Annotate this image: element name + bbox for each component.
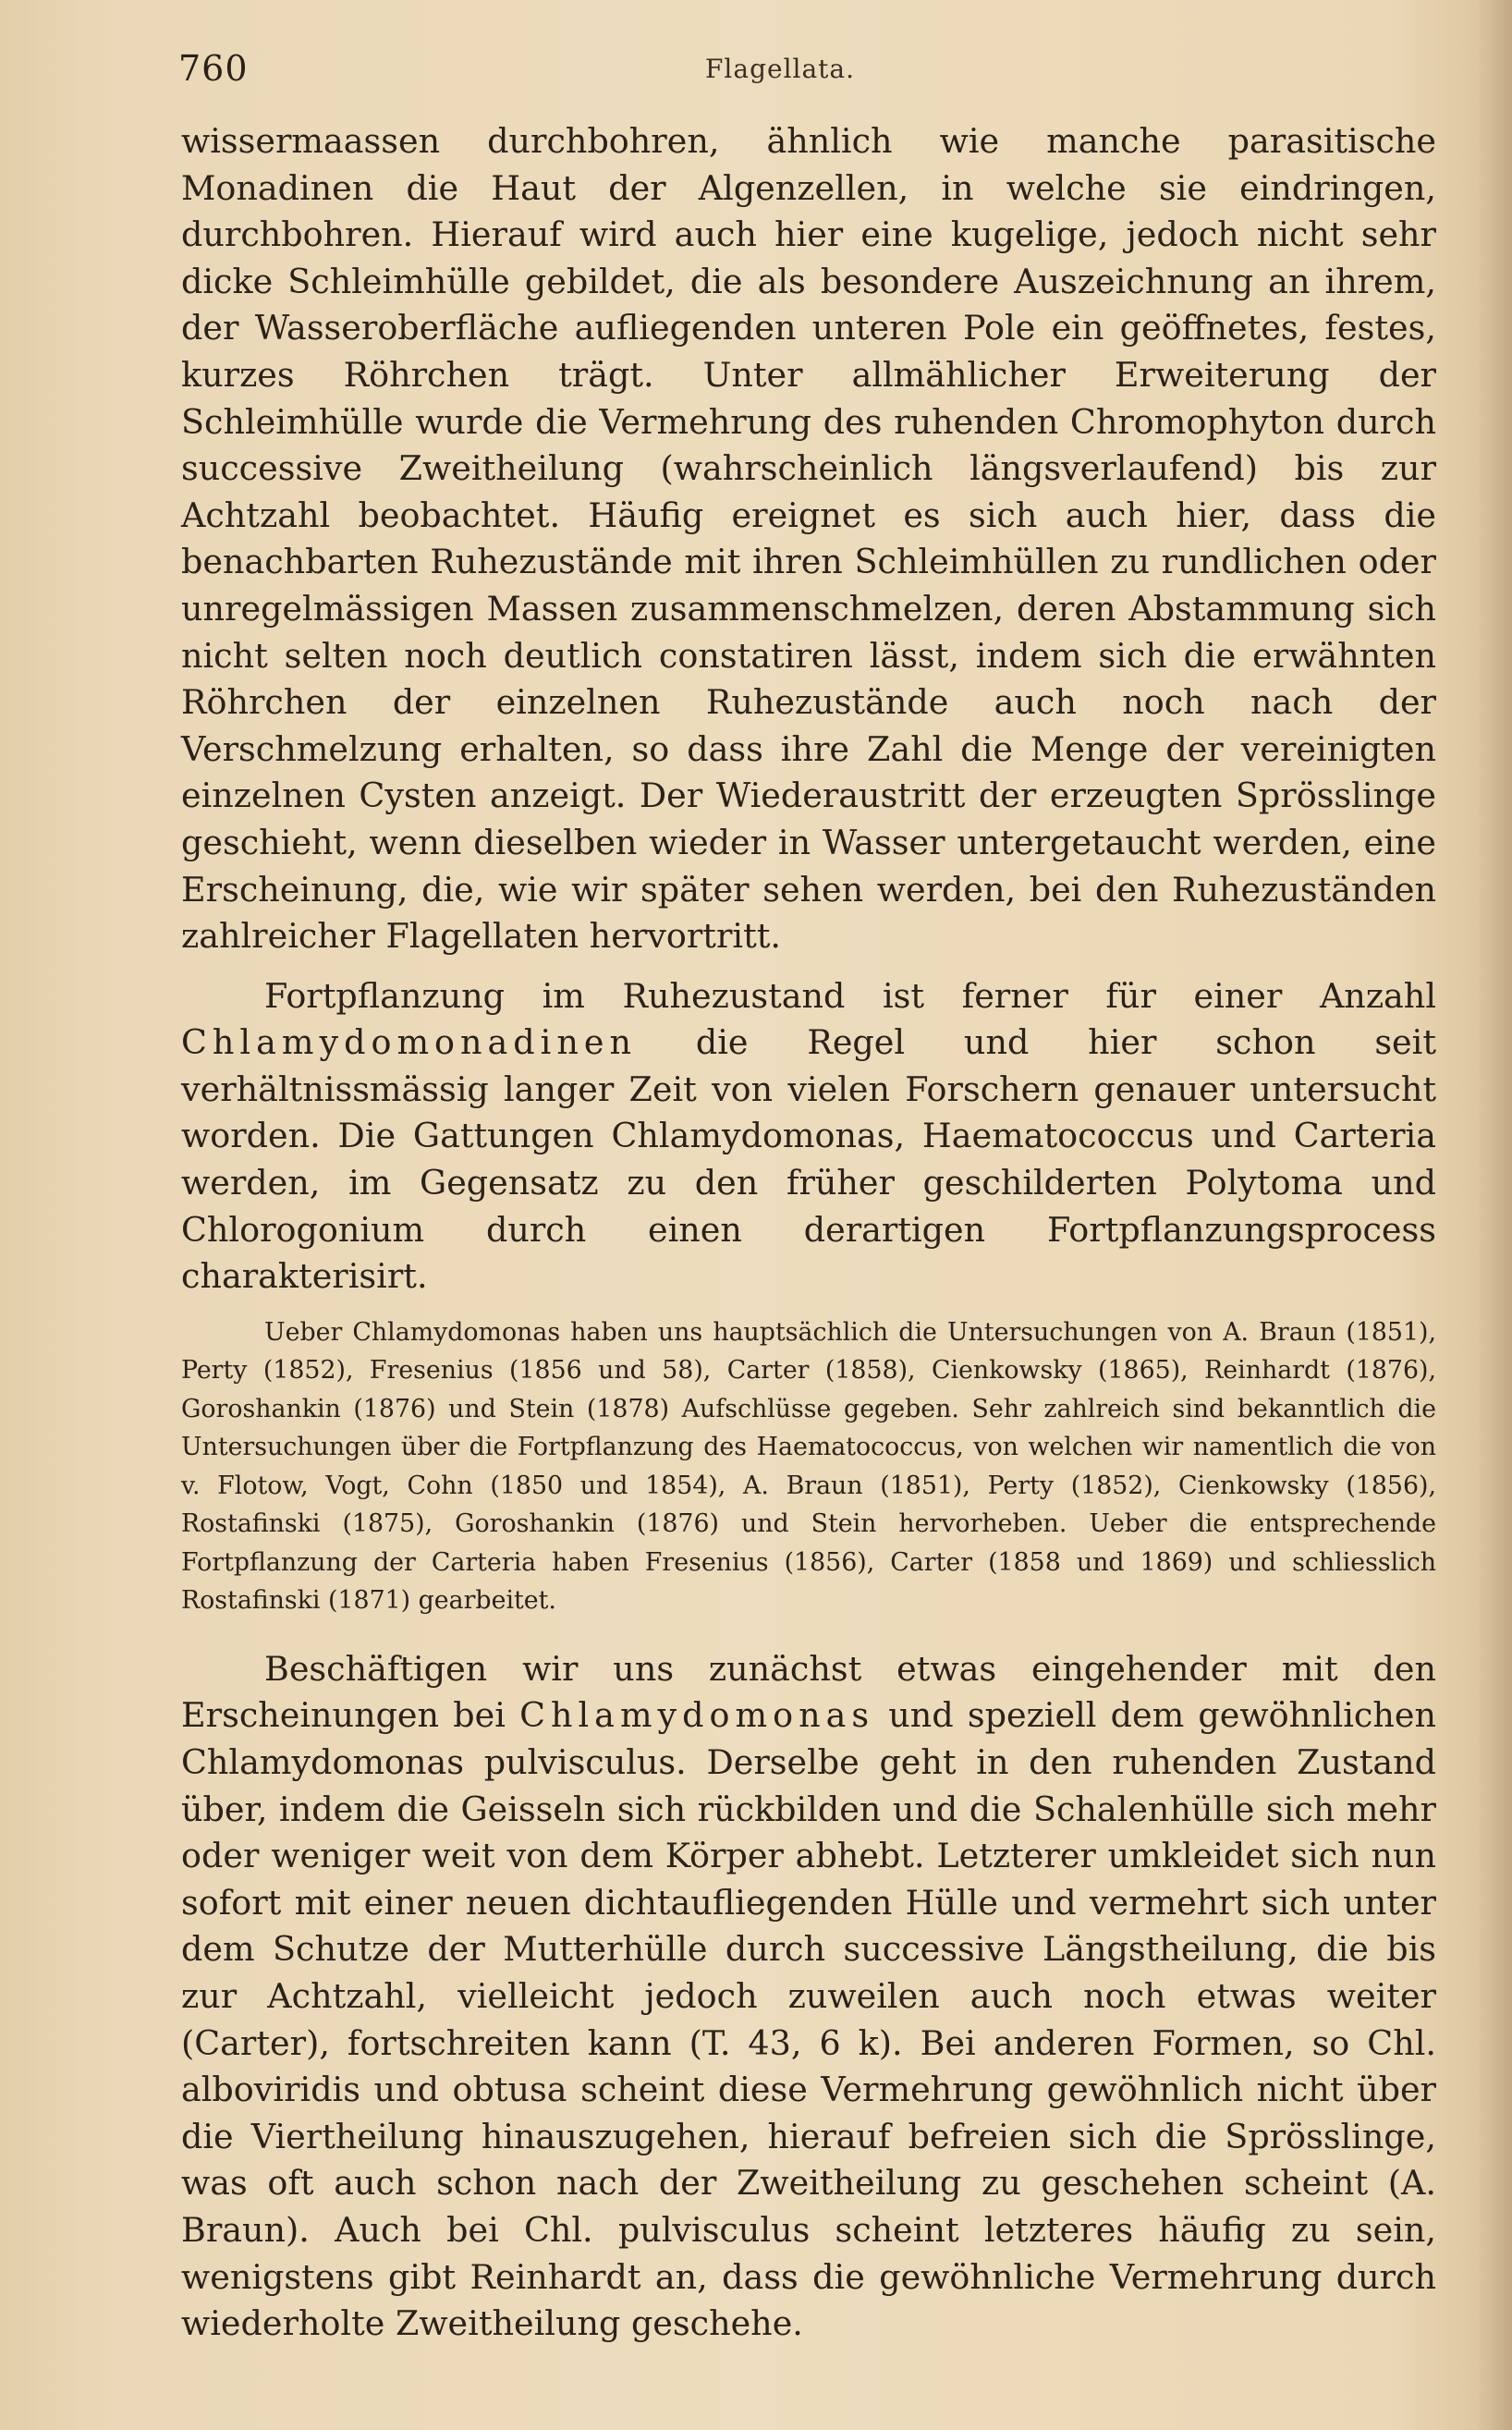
paragraph-2-part-b: die Regel und hier schon seit verhältnissmässig langer Zeit von vielen Forschern genauer untersucht worden. Die Gattungen Chlamydomonas, Haematococcus und Carteria werden, im Gegensatz zu den früher geschilderten Polytoma und Chlorogonium durch einen derartigen Fortpflanzungsprocess charakterisirt. — [181, 1022, 1436, 1297]
running-head: Flagellata. — [705, 54, 856, 84]
literature-note: Ueber Chlamydomonas haben uns hauptsächlich die Untersuchungen von A. Braun (1851), Perty (1852), Fresenius (1856 und 58), Carter (1858), Cienkowsky (1865), Reinhardt (1876), Goroshankin (1876) und Stein (1878) Aufschlüsse gegeben. Sehr zahlreich sind bekanntlich die Untersuchungen über die Fortpflanzung des Haematococcus, von welchen wir namentlich die von v. Flotow, Vogt, Cohn (1850 und 1854), A. Braun (1851), Perty (1852), Cienkowsky (1856), Rostafinski (1875), Goroshankin (1876) und Stein hervorheben. Ueber die entsprechende Fortpflanzung der Carteria haben Fresenius (1856), Carter (1858 und 1869) und schliesslich Rostafinski (1871) gearbeitet. — [181, 1317, 1436, 1616]
paragraph-3 — [181, 1646, 1436, 2348]
paragraph-gap — [181, 1620, 1436, 1646]
paragraph-3-spaced-term: Chlamydomonas — [519, 1695, 875, 1736]
page-header — [178, 48, 1417, 94]
paragraph-2 — [181, 973, 1436, 1300]
body-text — [181, 118, 1436, 2348]
paragraph-3-part-b: und speziell dem gewöhnlichen Chlamydomonas pulvisculus. Derselbe geht in den ruhenden Zustand über, indem die Geisseln sich rückbilden und die Schalenhülle sich mehr oder weniger weit von dem Körper abhebt. Letzterer umkleidet sich nun sofort mit einer neuen dichtaufliegenden Hülle und vermehrt sich unter dem Schutze der Mutterhülle durch successive Längstheilung, die bis zur Achtzahl, vielleicht jedoch zuweilen auch noch etwas weiter (Carter), fortschreiten kann (T. 43, 6 k). Bei anderen Formen, so Chl. alboviridis und obtusa scheint diese Vermehrung gewöhnlich nicht über die Viertheilung hinauszugehen, hierauf befreien sich die Sprösslinge, was oft auch schon nach der Zweitheilung zu geschehen scheint (A. Braun). Auch bei Chl. pulvisculus scheint letzteres häufig zu sein, wenigstens gibt Reinhardt an, dass die gewöhnliche Vermehrung durch wiederholte Zweitheilung geschehe. — [181, 1695, 1436, 2344]
paragraph-2-spaced-term: Chlamydomonadinen — [181, 1022, 637, 1063]
paragraph-1: wissermaassen durchbohren, ähnlich wie manche parasitische Monadinen die Haut der Algenzellen, in welche sie eindringen, durchbohren. Hierauf wird auch hier eine kugelige, jedoch nicht sehr dicke Schleimhülle gebildet, die als besondere Auszeichnung an ihrem, der Wasseroberfläche aufliegenden unteren Pole ein geöffnetes, festes, kurzes Röhrchen trägt. Unter allmählicher Erweiterung der Schleimhülle wurde die Vermehrung des ruhenden Chromophyton durch successive Zweitheilung (wahrscheinlich längsverlaufend) bis zur Achtzahl beobachtet. Häufig ereignet es sich auch hier, dass die benachbarten Ruhezustände mit ihren Schleimhüllen zu rundlichen oder unregelmässigen Massen zusammenschmelzen, deren Abstammung sich nicht selten noch deutlich constatiren lässt, indem sich die erwähnten Röhrchen der einzelnen Ruhezustände auch noch nach der Verschmelzung erhalten, so dass ihre Zahl die Menge der vereinigten einzelnen Cysten anzeigt. Der Wiederaustritt der erzeugten Sprösslinge geschieht, wenn dieselben wieder in Wasser untergetaucht werden, eine Erscheinung, die, wie wir später sehen werden, bei den Ruhezuständen zahlreicher Flagellaten hervortritt. — [181, 121, 1436, 957]
paragraph-3-part-a: Beschäftigen wir uns zunächst etwas eingehender mit den Erscheinungen bei — [181, 1648, 1436, 1736]
paragraph-2-part-a: Fortpflanzung im Ruhezustand ist ferner für einer Anzahl — [264, 975, 1436, 1016]
paragraph-gap — [181, 960, 1436, 973]
spine-shadow — [1475, 0, 1512, 2430]
page-number: 760 — [178, 48, 249, 89]
paragraph-gap — [181, 1300, 1436, 1313]
